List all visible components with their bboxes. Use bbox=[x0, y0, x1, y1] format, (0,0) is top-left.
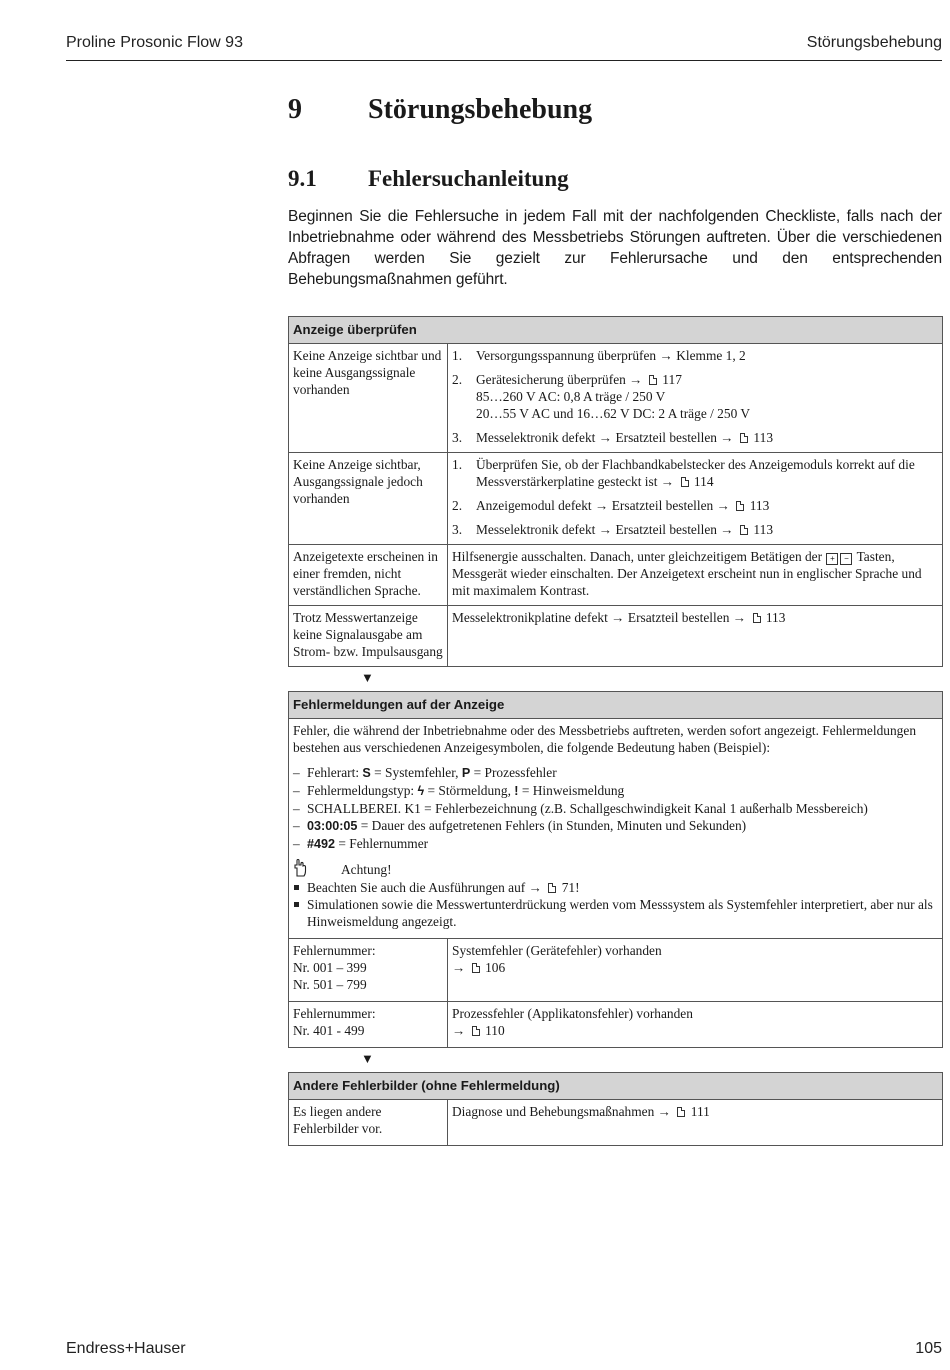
symptom-cell: Es liegen andere Fehlerbilder vor. bbox=[289, 1100, 448, 1146]
chapter-heading bbox=[288, 94, 942, 134]
list-item: Simulationen sowie die Messwertunterdrückung werden vom Messsystem als Systemfehler interpretiert, aber nur als Hinweismeldung angezeigt. bbox=[293, 896, 938, 930]
action-cell bbox=[448, 545, 943, 606]
step-number: 1. bbox=[452, 348, 463, 363]
step-detail: 20…55 V AC und 16…62 V DC: 2 A träge / 250 V bbox=[476, 406, 751, 421]
step-text bbox=[476, 497, 938, 514]
header-chapter-name: Störungsbehebung bbox=[806, 34, 942, 51]
table-row bbox=[289, 606, 943, 667]
page-ref[interactable]: 113 bbox=[749, 498, 770, 513]
page-ref-icon bbox=[736, 501, 744, 511]
caution-list bbox=[293, 879, 938, 930]
symptom-cell: Keine Anzeige sichtbar, Ausgangssignale jedoch vorhanden bbox=[289, 453, 448, 545]
step-item bbox=[452, 497, 938, 514]
action-text: Messelektronikplatine defekt → Ersatzteil bestellen → bbox=[452, 610, 747, 625]
page-ref-icon bbox=[681, 477, 689, 487]
symptom-cell: Keine Anzeige sichtbar und keine Ausgangssignale vorhanden bbox=[289, 344, 448, 453]
page-header bbox=[66, 30, 942, 61]
step-text-main: Messelektronik defekt → Ersatzteil bestellen → bbox=[476, 522, 734, 537]
step-text: Versorgungsspannung überprüfen → Klemme 1, 2 bbox=[476, 348, 746, 363]
description-text: Fehler, die während der Inbetriebnahme oder des Messbetriebs auftreten, werden sofort angezeigt. Fehlermeldungen bestehen aus verschiedenen Anzeigesymbolen, die folgende Bedeutung haben (Beispiel): bbox=[293, 723, 917, 755]
page-ref[interactable]: 71! bbox=[561, 880, 580, 895]
minus-key-icon: − bbox=[840, 553, 852, 565]
page-ref[interactable]: 113 bbox=[753, 522, 774, 537]
table-display-check bbox=[288, 316, 943, 667]
flow-arrow bbox=[288, 1048, 942, 1072]
step-item bbox=[452, 456, 938, 490]
table-row bbox=[289, 545, 943, 606]
plus-key-icon: + bbox=[826, 553, 838, 565]
page-ref-icon bbox=[548, 883, 556, 893]
page-ref[interactable]: 113 bbox=[753, 430, 774, 445]
page-ref-icon bbox=[740, 525, 748, 535]
step-item bbox=[452, 347, 938, 364]
footer-page-number: 105 bbox=[915, 1340, 942, 1357]
section-number: 9.1 bbox=[288, 166, 317, 191]
step-number: 2. bbox=[452, 372, 463, 387]
action-cell bbox=[448, 606, 943, 667]
table-title: Fehlermeldungen auf der Anzeige bbox=[289, 692, 943, 719]
step-text bbox=[476, 456, 938, 490]
section-heading bbox=[288, 166, 942, 196]
page-ref-icon bbox=[753, 613, 761, 623]
header-product-name: Proline Prosonic Flow 93 bbox=[66, 34, 243, 51]
page-ref[interactable]: 117 bbox=[662, 372, 682, 387]
down-arrow-icon: ▼ bbox=[361, 670, 374, 685]
chapter-title: Störungsbehebung bbox=[368, 94, 593, 125]
table-row bbox=[289, 1002, 943, 1048]
step-item bbox=[452, 521, 938, 538]
page-ref[interactable]: 110 bbox=[485, 1023, 505, 1038]
step-item bbox=[452, 371, 938, 422]
table-row bbox=[289, 453, 943, 545]
step-item bbox=[452, 429, 938, 446]
list-item: – 03:00:05 = Dauer des aufgetretenen Fehlers (in Stunden, Minuten und Sekunden) bbox=[293, 817, 938, 835]
intro-paragraph: Beginnen Sie die Fehlersuche in jedem Fall mit der nachfolgenden Checkliste, falls nach der Inbetriebnahme oder während des Messbetriebs Störungen auftreten. Über die verschiedenen Abfragen werden Sie gezielt zur Fehlerursache und den entsprechenden Behebungsmaßnahmen geführt. bbox=[288, 208, 942, 288]
chapter-number: 9 bbox=[288, 94, 302, 125]
list-item: – Fehlerart: S = Systemfehler, P = Prozessfehler bbox=[293, 764, 938, 782]
list-item: – Fehlermeldungstyp: ϟ = Störmeldung, ! = Hinweismeldung bbox=[293, 782, 938, 800]
page-ref[interactable]: 106 bbox=[485, 960, 506, 975]
symbol-list bbox=[293, 764, 938, 853]
down-arrow-icon: ▼ bbox=[361, 1051, 374, 1066]
page-ref-icon bbox=[472, 963, 480, 973]
list-item: – #492 = Fehlernummer bbox=[293, 835, 938, 853]
step-number: 3. bbox=[452, 522, 463, 537]
action-text: Tasten, Messgerät wieder einschalten. Der Anzeigetext erscheint nun in englischer Sprache und mit maximalem Kontrast. bbox=[452, 549, 922, 598]
step-text bbox=[476, 429, 938, 446]
action-text: Hilfsenergie ausschalten. Danach, unter gleichzeitigem Betätigen der bbox=[452, 549, 823, 564]
page-ref[interactable]: 113 bbox=[765, 610, 786, 625]
step-text-main: Anzeigemodul defekt → Ersatzteil bestellen → bbox=[476, 498, 730, 513]
page-ref-icon bbox=[472, 1026, 480, 1036]
action-cell bbox=[448, 453, 943, 545]
error-number-cell: Fehlernummer: Nr. 401 - 499 bbox=[289, 1002, 448, 1048]
page-ref-icon bbox=[649, 375, 657, 385]
error-type-cell: Prozessfehler (Applikatonsfehler) vorhanden → 110 bbox=[448, 1002, 943, 1048]
step-number: 2. bbox=[452, 498, 463, 513]
step-text-main: Messelektronik defekt → Ersatzteil bestellen → bbox=[476, 430, 734, 445]
action-cell bbox=[448, 344, 943, 453]
table-error-messages bbox=[288, 691, 943, 1048]
page-ref[interactable]: 111 bbox=[690, 1104, 710, 1119]
symptom-cell: Trotz Messwertanzeige keine Signalausgabe am Strom- bzw. Impulsausgang bbox=[289, 606, 448, 667]
table-row bbox=[289, 1100, 943, 1146]
table-other-errors bbox=[288, 1072, 943, 1146]
error-message-description bbox=[289, 719, 943, 939]
symptom-cell: Anzeigetexte erscheinen in einer fremden, nicht verständlichen Sprache. bbox=[289, 545, 448, 606]
caution-label: Achtung! bbox=[341, 862, 392, 877]
table-title: Andere Fehlerbilder (ohne Fehlermeldung) bbox=[289, 1073, 943, 1100]
action-cell: Diagnose und Behebungsmaßnahmen → 111 bbox=[448, 1100, 943, 1146]
table-row bbox=[289, 344, 943, 453]
flow-arrow bbox=[288, 667, 942, 691]
main-content bbox=[288, 94, 942, 1146]
section-title: Fehlersuchanleitung bbox=[368, 166, 569, 191]
page-ref[interactable]: 114 bbox=[693, 474, 714, 489]
table-title: Anzeige überprüfen bbox=[289, 317, 943, 344]
step-text bbox=[476, 371, 938, 388]
error-number-cell: Fehlernummer: Nr. 001 – 399 Nr. 501 – 799 bbox=[289, 939, 448, 1002]
step-number: 3. bbox=[452, 430, 463, 445]
table-row bbox=[289, 939, 943, 1002]
step-detail: 85…260 V AC: 0,8 A träge / 250 V bbox=[476, 389, 666, 404]
error-type-cell: Systemfehler (Gerätefehler) vorhanden → 106 bbox=[448, 939, 943, 1002]
list-item: – SCHALLBEREI. K1 = Fehlerbezeichnung (z.B. Schallgeschwindigkeit Kanal 1 außerhalb Messbereich) bbox=[293, 800, 938, 817]
page-ref-icon bbox=[740, 433, 748, 443]
page-ref-icon bbox=[677, 1107, 685, 1117]
step-text-main: Überprüfen Sie, ob der Flachbandkabelstecker des Anzeigemoduls korrekt auf die Messverstärkerplatine gesteckt ist → bbox=[476, 457, 915, 489]
step-text bbox=[476, 521, 938, 538]
step-text-main: Gerätesicherung überprüfen → bbox=[476, 372, 643, 387]
list-item: Beachten Sie auch die Ausführungen auf → 71! bbox=[293, 879, 938, 896]
caution-note bbox=[293, 861, 938, 879]
caution-hand-icon bbox=[293, 859, 307, 877]
step-number: 1. bbox=[452, 457, 463, 472]
footer-company: Endress+Hauser bbox=[66, 1340, 186, 1357]
